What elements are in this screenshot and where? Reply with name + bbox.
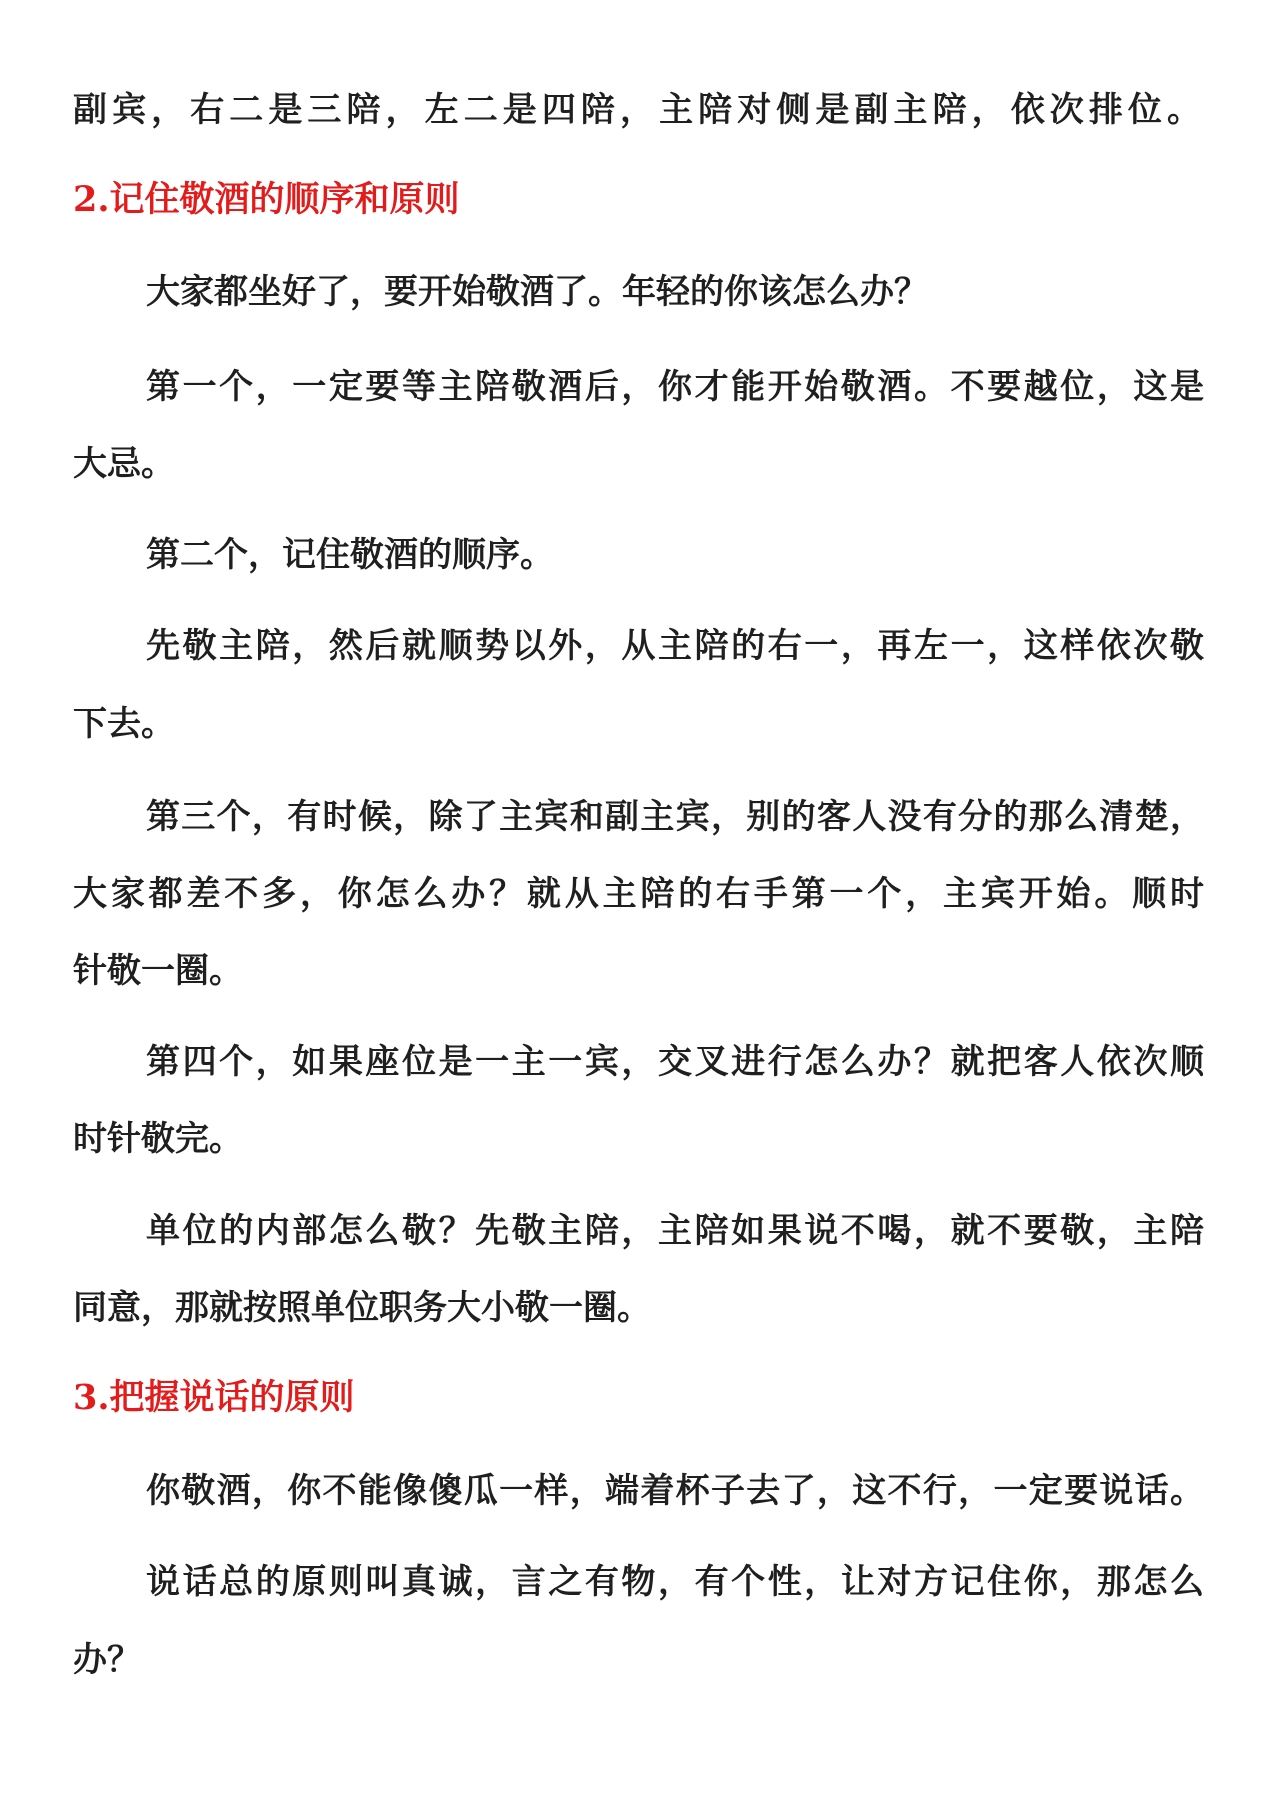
paragraph-must-speak: 你敬酒，你不能像傻瓜一样，端着杯子去了，这不行，一定要说话。 — [146, 1471, 1204, 1511]
paragraph-line: 下去。 — [73, 704, 175, 744]
paragraph-line: 大忌。 — [73, 444, 175, 484]
paragraph-line: 针敬一圈。 — [73, 951, 243, 991]
section-heading-speaking-principles: 3.把握说话的原则 — [73, 1377, 355, 1418]
paragraph-line: 说话总的原则叫真诚，言之有物，有个性，让对方记住你，那怎么 — [146, 1562, 1204, 1602]
paragraph-line: 第四个，如果座位是一主一宾，交叉进行怎么办？就把客人依次顺 — [146, 1042, 1204, 1082]
paragraph-line: 单位的内部怎么敬？先敬主陪，主陪如果说不喝，就不要敬，主陪 — [146, 1211, 1204, 1251]
paragraph-line: 同意，那就按照单位职务大小敬一圈。 — [73, 1288, 651, 1328]
paragraph-line: 大家都差不多，你怎么办？就从主陪的右手第一个，主宾开始。顺时 — [73, 874, 1204, 914]
paragraph-line: 先敬主陪，然后就顺势以外，从主陪的右一，再左一，这样依次敬 — [146, 626, 1204, 666]
paragraph-line: 时针敬完。 — [73, 1119, 243, 1159]
section-heading-toasting-order: 2.记住敬酒的顺序和原则 — [73, 179, 460, 220]
paragraph-line: 第一个，一定要等主陪敬酒后，你才能开始敬酒。不要越位，这是 — [146, 367, 1204, 407]
paragraph-line: 办？ — [73, 1640, 141, 1680]
paragraph-seating-continuation: 副宾，右二是三陪，左二是四陪，主陪对侧是副主陪，依次排位。 — [73, 90, 1201, 130]
paragraph-start-toasting: 大家都坐好了，要开始敬酒了。年轻的你该怎么办？ — [146, 272, 928, 312]
paragraph-second-rule: 第二个，记住敬酒的顺序。 — [146, 535, 554, 575]
paragraph-line: 第三个，有时候，除了主宾和副主宾，别的客人没有分的那么清楚， — [146, 797, 1204, 837]
